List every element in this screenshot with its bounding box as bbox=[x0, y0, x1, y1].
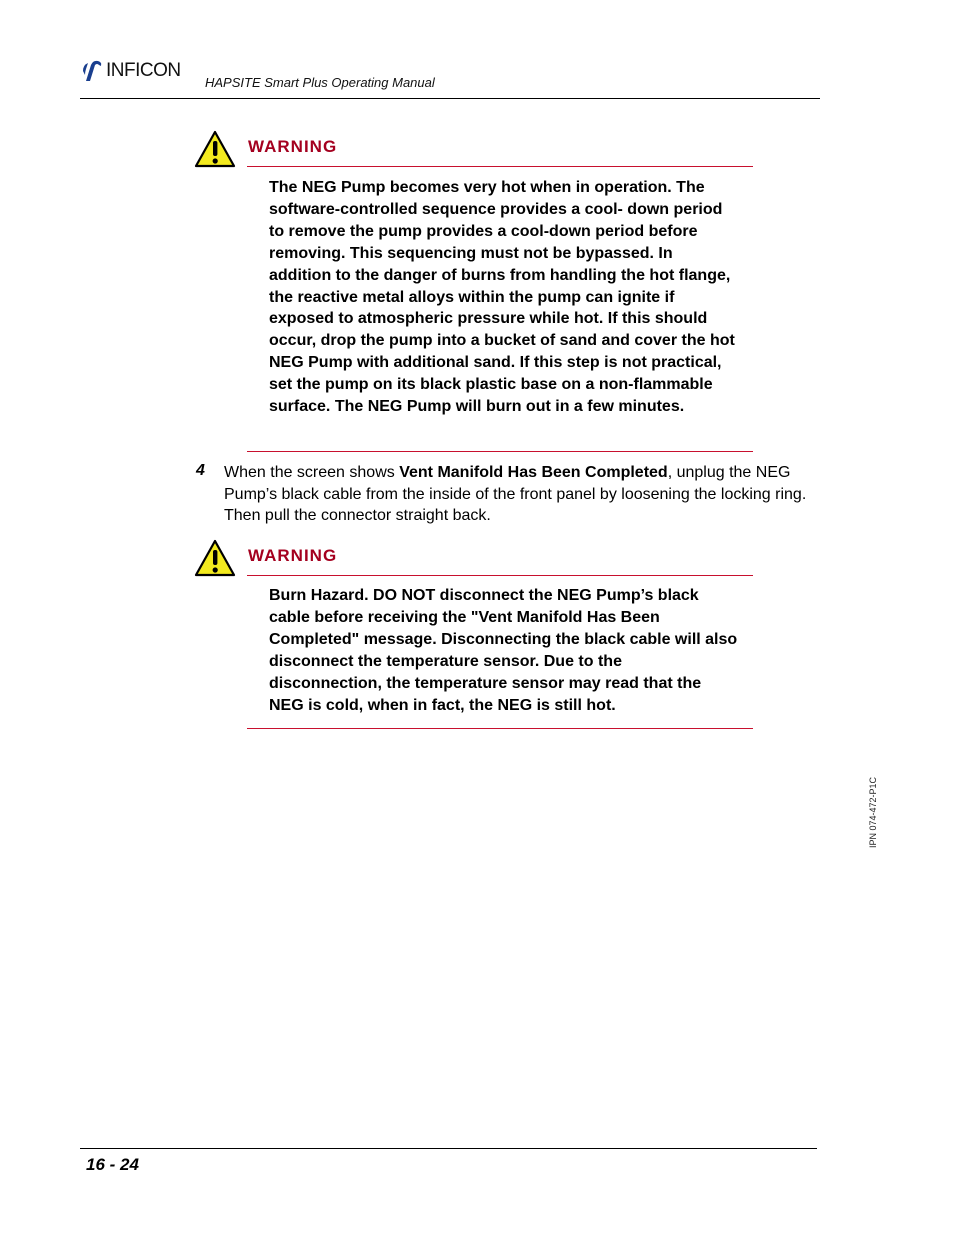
step-text-after: , unplug the NEG Pump’s black cable from the inside of the front panel by loosening the locking ring. Then pull the connector straight back. bbox=[224, 464, 807, 525]
warning-bottom-rule bbox=[247, 728, 753, 729]
step-number: 4 bbox=[196, 462, 205, 479]
step-text bbox=[224, 462, 816, 527]
logo-text: INFICON bbox=[106, 60, 181, 81]
warning-body: Burn Hazard. DO NOT disconnect the NEG Pump’s black cable before receiving the "Vent Manifold Has Been Completed" message. Disconnecting the black cable will also disconnect the temperature sensor. Due to the disconnection, the temperature sensor may read that the NEG is cold, when in fact, the NEG is still hot. bbox=[269, 587, 738, 714]
warning-triangle-icon bbox=[194, 130, 236, 168]
document-title: HAPSITE Smart Plus Operating Manual bbox=[205, 75, 435, 90]
step-text-bold: Vent Manifold Has Been Completed bbox=[399, 464, 668, 481]
warning-top-rule bbox=[247, 575, 753, 576]
ipn-side-label: IPN 074-472-P1C bbox=[868, 776, 878, 848]
warning-triangle-icon bbox=[194, 539, 236, 577]
step-text-before: When the screen shows bbox=[224, 464, 400, 481]
header-divider bbox=[80, 98, 820, 99]
warning-title: WARNING bbox=[248, 137, 338, 156]
warning-bottom-rule bbox=[247, 451, 753, 452]
warning-title: WARNING bbox=[248, 546, 338, 565]
footer-divider bbox=[80, 1148, 817, 1149]
inficon-logo-mark-icon bbox=[82, 59, 104, 83]
warning-top-rule bbox=[247, 166, 753, 167]
inficon-logo bbox=[82, 58, 181, 84]
warning-body: The NEG Pump becomes very hot when in operation. The software-controlled sequence provides a cool- down period to remove the pump provides a cool-down period before removing. This sequencing must not be bypassed. In addition to the danger of burns from handling the hot flange, the reactive metal alloys within the pump can ignite if exposed to atmospheric pressure while hot. If this should occur, drop the pump into a bucket of sand and cover the hot NEG Pump with additional sand. If this step is not practical, set the pump on its black plastic base on a non-flammable surface. The NEG Pump will burn out in a few minutes. bbox=[269, 179, 735, 416]
page-number: 16 - 24 bbox=[86, 1155, 139, 1174]
